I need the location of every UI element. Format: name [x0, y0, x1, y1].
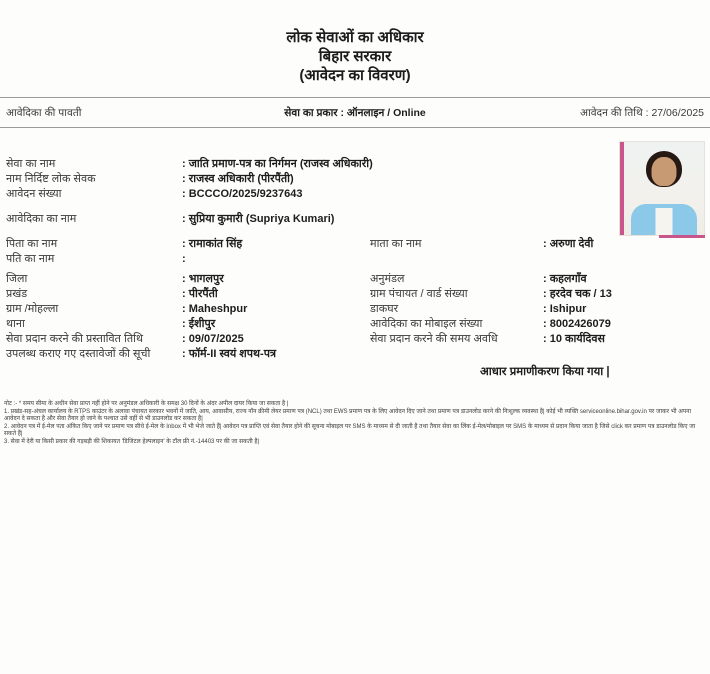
field-row-proposed-date-duration: [6, 332, 705, 347]
field-value: [543, 347, 705, 362]
field-label: प्रखंड: [6, 288, 28, 300]
field-row-husband-name: [6, 252, 705, 267]
field-label: [370, 157, 543, 172]
field-value: : जाति प्रमाण-पत्र का निर्गमन (राजस्व अधिकारी): [182, 158, 373, 170]
field-label: नाम निर्दिष्ट लोक सेवक: [6, 173, 96, 185]
note-item-2: 2. आवेदन पत्र में ई-मेल पता अंकित किए जाने पर प्रमाण पत्र सीधे ई-मेल के Inbox में भी भेजे जाते हैं| आवेदन पत्र प्राप्ति एवं सेवा तैयार होने की सूचना मोबाइल पर SMS के माध्यम से दी जाती है तथा तैयार सेवा का लिंक ई-मेल/मोबाइल पर SMS के माध्यम से प्रदान किया जाता है जिसे click कर प्रमाण पत्र डाउनलोड किए जा सकते हैं|: [4, 423, 696, 438]
field-value: : Maheshpur: [182, 303, 248, 315]
field-label: जिला: [6, 273, 28, 285]
field-value: : कहलगाँव: [543, 273, 587, 285]
field-label: [370, 172, 543, 187]
footer-notes: [4, 401, 706, 447]
field-row-district-subdivision: [6, 272, 705, 287]
field-label: [370, 187, 543, 202]
field-label: [370, 347, 543, 362]
field-value: [543, 212, 705, 227]
application-date-label: आवेदन की तिथि : 27/06/2025: [579, 107, 704, 119]
field-value: : Ishipur: [543, 303, 587, 315]
title-line-2: बिहार सरकार: [318, 48, 392, 65]
field-label: माता का नाम: [370, 238, 422, 250]
receipt-label: आवेदिका की पावती: [6, 107, 82, 119]
field-label: [370, 252, 543, 267]
field-label: ग्राम /मोहल्ला: [6, 303, 59, 315]
document-title: [0, 28, 710, 85]
field-label: थाना: [6, 318, 25, 330]
field-label: आवेदिका का मोबाइल संख्या: [370, 318, 483, 330]
field-value: [543, 172, 705, 187]
title-line-3: (आवेदन का विवरण): [299, 67, 411, 84]
field-value: : फॉर्म-II स्वयं शपथ-पत्र: [182, 348, 277, 360]
field-value: [543, 187, 705, 202]
service-type-label: सेवा का प्रकार : ऑनलाइन / Online: [284, 107, 426, 119]
field-row-village-postoffice: [6, 302, 705, 317]
field-value: : राजस्व अधिकारी (पीरपैंती): [182, 173, 294, 185]
field-label: आवेदन संख्या: [6, 188, 62, 200]
field-value: : 10 कार्यदिवस: [543, 333, 605, 345]
field-value: : अरुणा देवी: [543, 238, 594, 250]
note-item-3: 3. सेवा में देरी या किसी प्रकार की गड़बड़ी की शिकायत 'डिजिटल हेल्पलाइन' के टॉल फ्री नं.-14403 पर की जा सकती है|: [4, 438, 260, 445]
field-row-block-panchayat: [6, 287, 705, 302]
field-label: पिता का नाम: [6, 238, 58, 250]
application-fields: [6, 157, 705, 362]
field-value: : सुप्रिया कुमारी (Supriya Kumari): [182, 213, 335, 225]
field-value: : BCCCO/2025/9237643: [182, 188, 303, 200]
field-label: सेवा का नाम: [6, 158, 56, 170]
field-value: [543, 157, 705, 172]
field-label: ग्राम पंचायत / वार्ड संख्या: [370, 288, 468, 300]
field-value: : 8002426079: [543, 318, 611, 330]
field-value: : ईशीपुर: [182, 318, 216, 330]
title-line-1: लोक सेवाओं का अधिकार: [286, 29, 424, 46]
field-label: सेवा प्रदान करने की प्रस्तावित तिथि: [6, 333, 143, 345]
field-row-service-name: [6, 157, 705, 172]
divider-bottom: [0, 127, 710, 128]
field-row-applicant-name: [6, 212, 705, 227]
field-row-public-servant: [6, 172, 705, 187]
field-label: पति का नाम: [6, 253, 55, 265]
field-row-documents-list: [6, 347, 705, 362]
field-value: : हरदेव चक / 13: [543, 288, 612, 300]
field-row-father-mother: [6, 237, 705, 252]
field-label: डाकघर: [370, 303, 399, 315]
field-value: : रामाकांत सिंह: [182, 238, 243, 250]
field-row-police-station-mobile: [6, 317, 705, 332]
field-label: अनुमंडल: [370, 273, 405, 285]
field-label: आवेदिका का नाम: [6, 213, 77, 225]
field-row-application-number: [6, 187, 705, 202]
field-value: : 09/07/2025: [182, 333, 244, 345]
note-title: नोट :- * समय सीमा के अधीन सेवा प्राप्त नहीं होने पर अनुमंडल अधिकारी के समक्ष 30 दिनों के अंदर अपील दायर किया जा सकता है |: [4, 401, 289, 407]
field-value: : भागलपुर: [182, 273, 224, 285]
meta-bar: [0, 104, 710, 122]
field-label: [370, 212, 543, 227]
field-value: : पीरपैंती: [182, 288, 218, 300]
field-value: [543, 252, 705, 267]
divider-top: [0, 97, 710, 98]
aadhaar-authentication-note: आधार प्रमाणीकरण किया गया |: [480, 366, 610, 378]
field-label: उपलब्ध कराए गए दस्तावेजों की सूची: [6, 348, 151, 360]
field-value: :: [182, 253, 186, 265]
field-label: सेवा प्रदान करने की समय अवधि: [370, 333, 498, 345]
note-item-1: 1. प्रखंड-सह-अंचल कार्यालय के RTPS काउंटर के अलावा पंचायत सरकार भवनों में जाति, आय, आवासीय, राज्य नॉन क्रीमी लेयर प्रमाण पत्र (NCL) तथा EWS प्रमाण पत्र के लिए आवेदन दिए जाने तथा प्रमाण पत्र डाउनलोड करने की निःशुल्क व्यवस्था है| कोई भी व्यक्ति serviceonline.bihar.gov.in पर जाकर भी अपना आवेदन दे सकता है और सेवा तैयार हो जाने के पश्चात उसे वहीं से भी डाउनलोड कर सकता है|: [4, 408, 692, 423]
